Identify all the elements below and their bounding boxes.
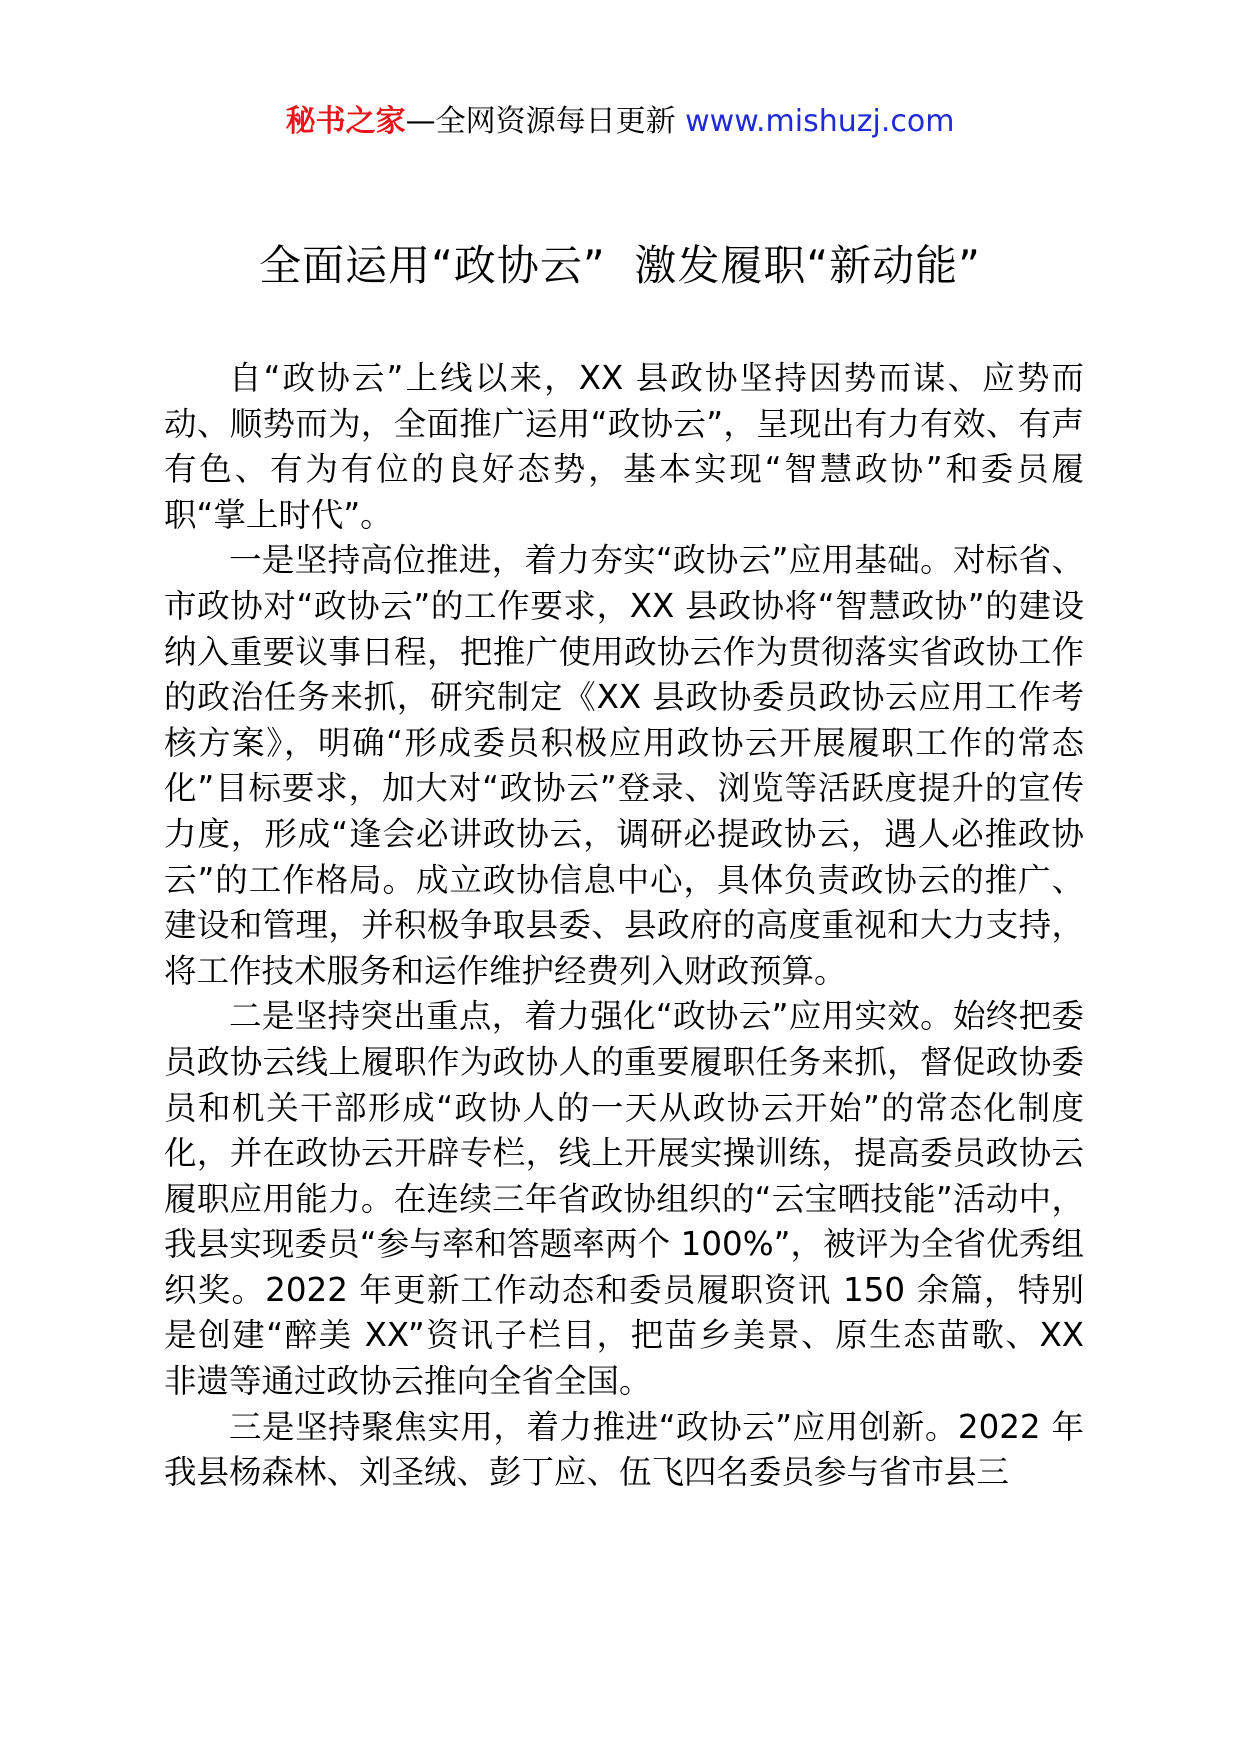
header-slogan: —全网资源每日更新 (405, 104, 686, 139)
paragraph-point-one: 一是坚持高位推进，着力夯实“政协云”应用基础。对标省、市政协对“政协云”的工作要求，XX 县政协将“智慧政协”的建设纳入重要议事日程，把推广使用政协云作为贯彻落实省政协工作的政治任务来抓，研究制定《XX 县政协委员政协云应用工作考核方案》，明确“形成委员积极应用政协云开展履职工作的常态化”目标要求，加大对“政协云”登录、浏览等活跃度提升的宣传力度，形成“逢会必讲政协云，调研必提政协云，遇人必推政协云”的工作格局。成立政协信息中心，具体负责政协云的推广、建设和管理，并积极争取县委、县政府的高度重视和大力支持，将工作技术服务和运作维护经费列入财政预算。 (164, 541, 1084, 990)
paragraph-point-two: 二是坚持突出重点，着力强化“政协云”应用实效。始终把委员政协云线上履职作为政协人的重要履职任务来抓，督促政协委员和机关干部形成“政协人的一天从政协云开始”的常态化制度化，并在政协云开辟专栏，线上开展实操训练，提高委员政协云履职应用能力。在连续三年省政协组织的“云宝晒技能”活动中，我县实现委员“参与率和答题率两个 100%”，被评为全省优秀组织奖。2022 年更新工作动态和委员履职资讯 150 余篇，特别是创建“醉美 XX”资讯子栏目，把苗乡美景、原生态苗歌、XX 非遗等通过政协云推向全省全国。 (164, 997, 1084, 1401)
document-body (164, 356, 1084, 1496)
document-title: 全面运用“政协云” 激发履职“新动能” (259, 241, 981, 290)
site-url-link[interactable]: www.mishuzj.com (685, 104, 955, 139)
paragraph-point-three: 三是坚持聚焦实用，着力推进“政协云”应用创新。2022 年我县杨森林、刘圣绒、彭丁应、伍飞四名委员参与省市县三 (164, 1407, 1084, 1492)
paragraph-intro: 自“政协云”上线以来，XX 县政协坚持因势而谋、应势而动、顺势而为，全面推广运用“政协云”，呈现出有力有效、有声有色、有为有位的良好态势，基本实现“智慧政协”和委员履职“掌上时代”。 (164, 359, 1084, 534)
brand-name: 秘书之家 (285, 104, 406, 139)
site-header (0, 100, 1240, 144)
